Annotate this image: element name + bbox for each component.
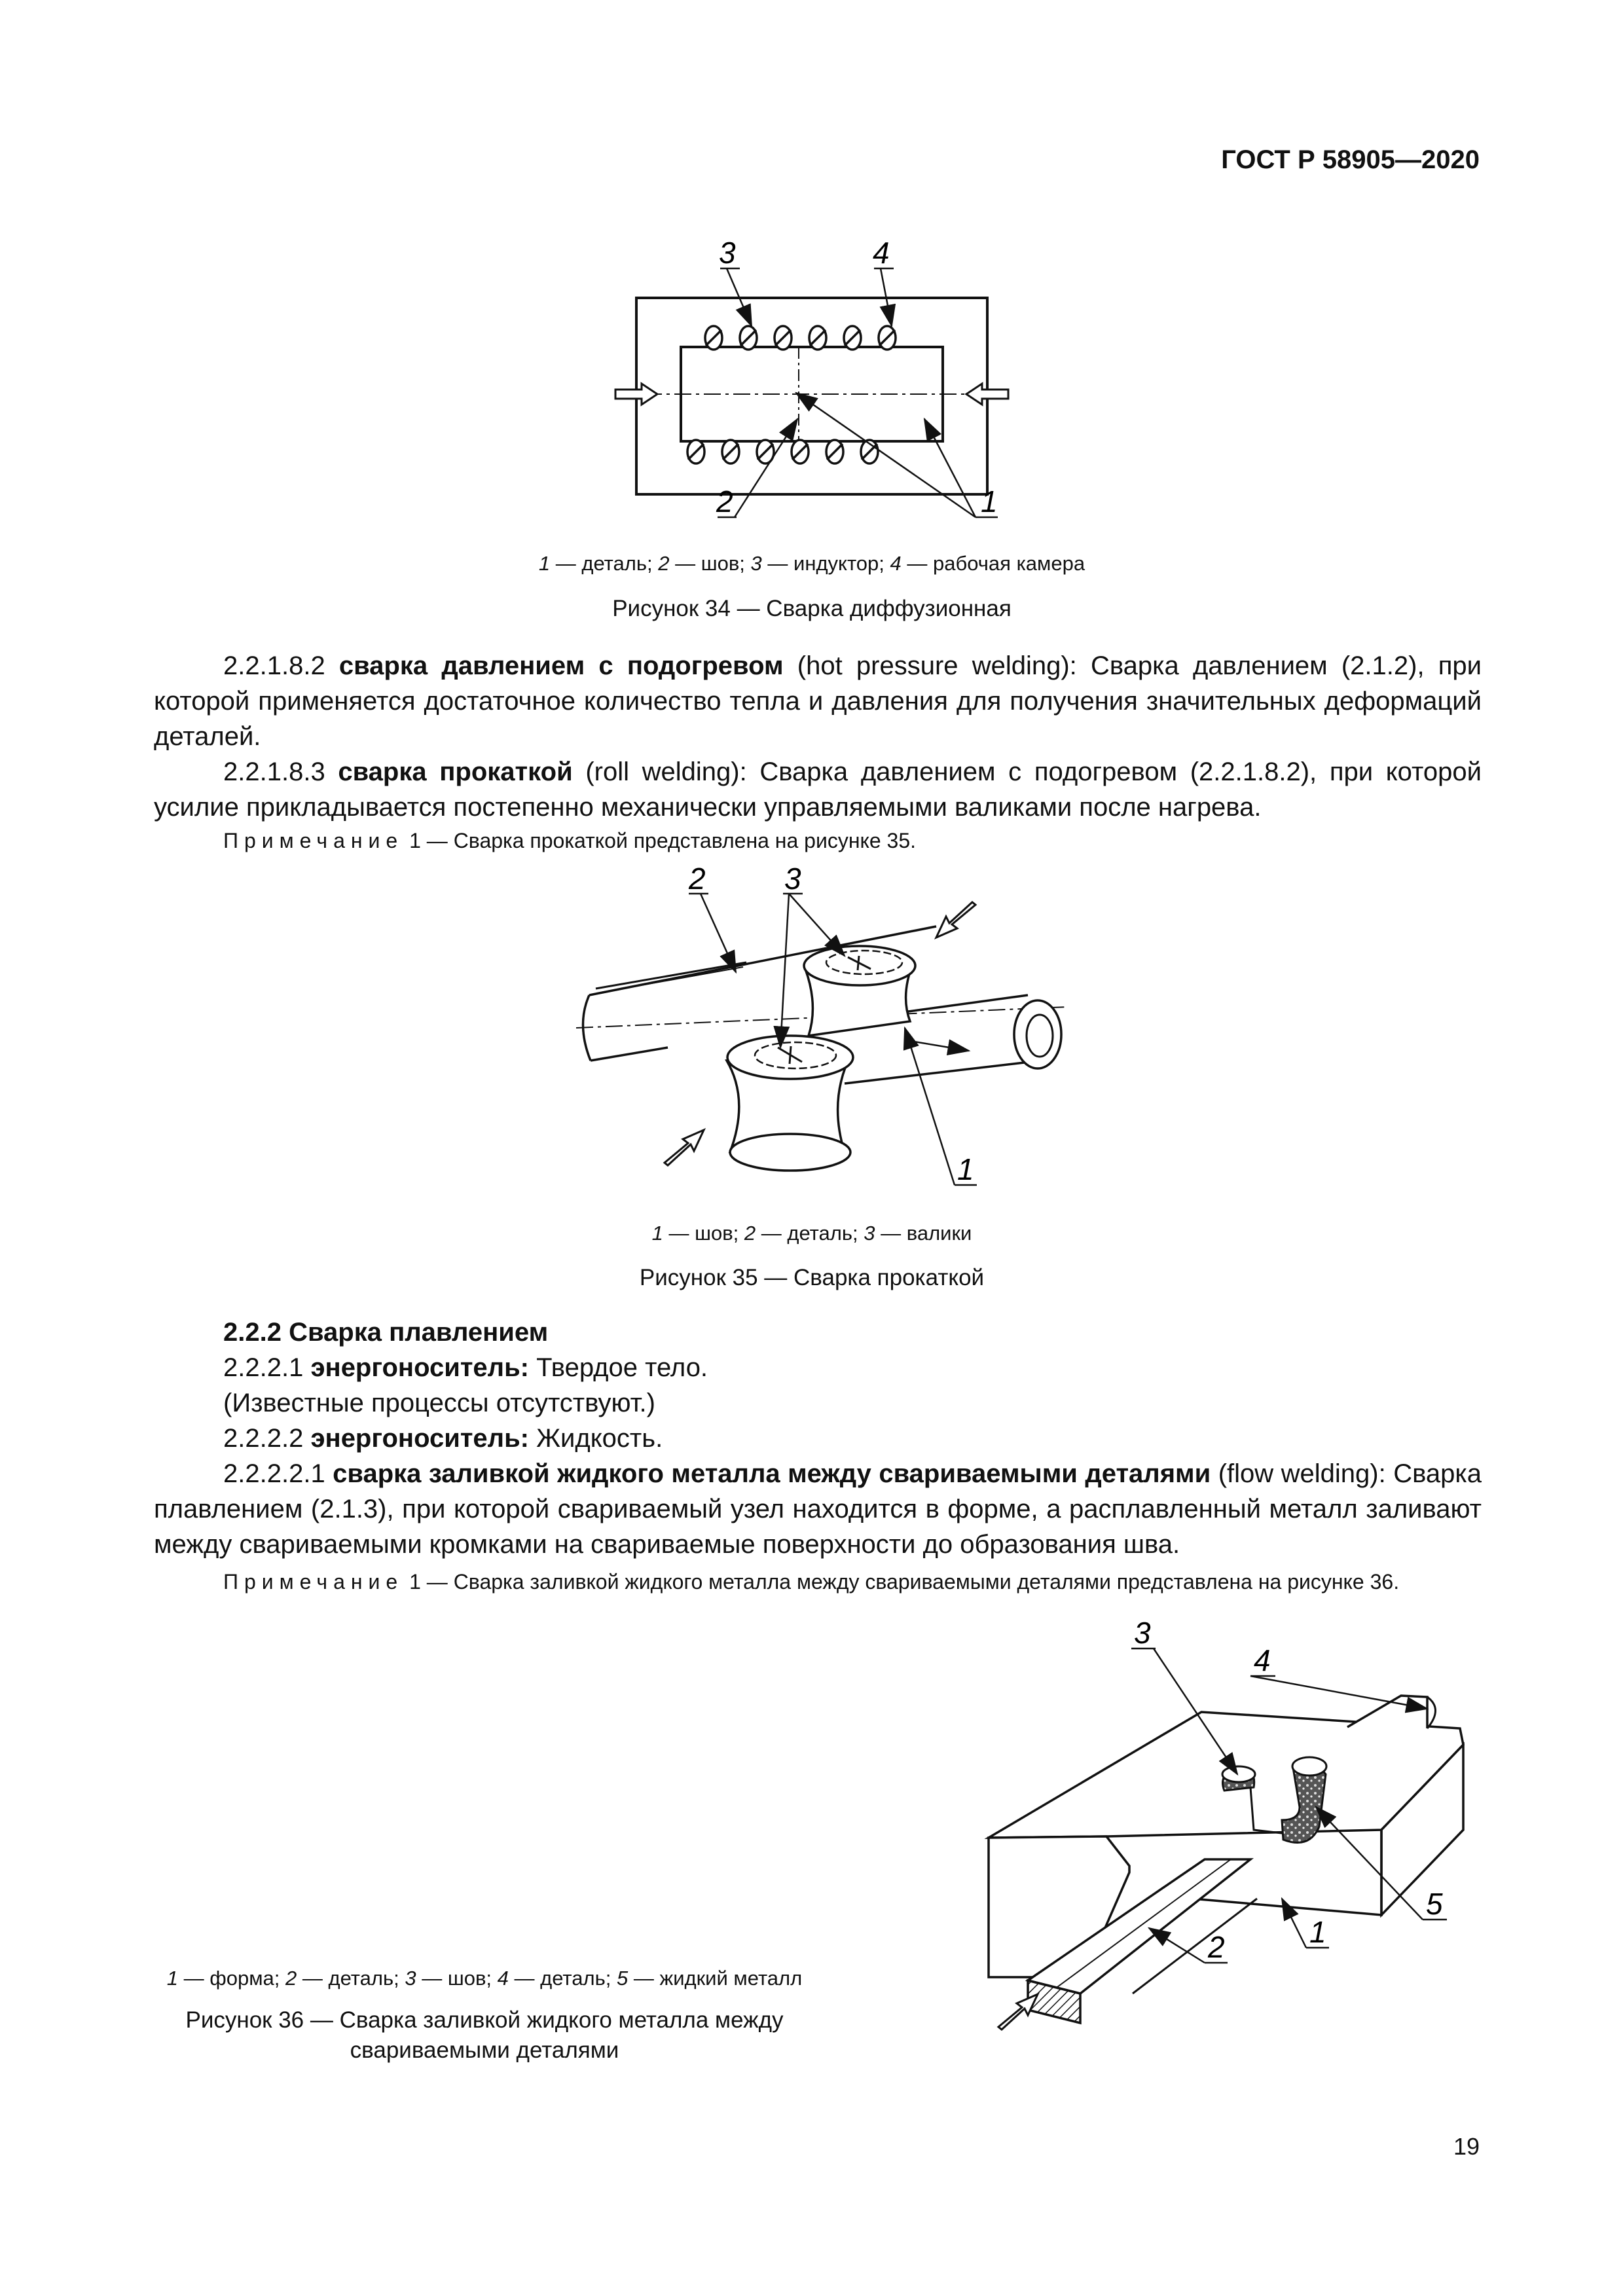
fig34-label-2: 2 [716, 484, 733, 519]
p-2-2-2-2-text: Жидкость. [529, 1424, 663, 1453]
figure-34-caption: Рисунок 34 — Сварка диффузионная [612, 596, 1012, 621]
section-2-2-2-title: 2.2.2 Сварка плавлением [223, 1318, 549, 1347]
fig34-label-4: 4 [873, 236, 890, 270]
fig35-label-3: 3 [784, 862, 801, 896]
figure-35-caption: Рисунок 35 — Сварка прокаткой [639, 1265, 985, 1290]
fig34-legend-text-2: — шов; [669, 552, 751, 575]
p-2-2-2-2-1-text: (flow welding): Сварка плавлением (2.1.3), при которой свариваемый узел находится в форме, а расплавленный металл заливают между свариваемыми кромками на свариваемые поверхности до образования шва. [154, 1459, 1482, 1559]
note-figure-35 [154, 826, 1482, 855]
fig36-label-4: 4 [1254, 1643, 1271, 1677]
p-2-2-2-2-number: 2.2.2.2 [223, 1424, 311, 1453]
figure-34-diffusion-welding-drawing [589, 229, 1034, 537]
p-2-2-2-2-term: энергоноситель: [310, 1424, 529, 1453]
note35-text: 1 — Сварка прокаткой представлена на рисунке 35. [403, 829, 917, 852]
fig35-legend-num-2: 2 [744, 1222, 756, 1245]
figure-35-legend [393, 1222, 1231, 1245]
fig34-label-3: 3 [719, 236, 736, 270]
fig36-legend-num-2: 2 [285, 1967, 297, 1990]
fig36-legend-text-3: — шов; [416, 1967, 498, 1990]
figure-36-flow-welding-drawing [976, 1611, 1486, 2036]
fig36-label-3: 3 [1134, 1616, 1151, 1650]
p-2-2-2-1-text: Твердое тело. [529, 1353, 708, 1382]
fig34-legend-num-3: 3 [750, 552, 762, 575]
fig34-legend-num-1: 1 [538, 552, 551, 575]
fig36-legend-num-1: 1 [166, 1967, 179, 1990]
fig35-legend-text-2: — деталь; [756, 1222, 864, 1245]
fig36-legend-num-3: 3 [405, 1967, 416, 1990]
p-2-2-1-8-3-number: 2.2.1.8.3 [223, 757, 338, 786]
page-number: 19 [1453, 2133, 1480, 2160]
paragraph-known-processes: (Известные процессы отсутствуют.) [223, 1389, 655, 1417]
fig35-legend-text-1: — шов; [663, 1222, 744, 1245]
section-heading-2-2-2 [223, 1315, 548, 1350]
p-2-2-2-2-1-term: сварка заливкой жидкого металла между свариваемыми деталями [333, 1459, 1211, 1488]
note-figure-36 [154, 1567, 1482, 1596]
paragraph-2-2-2-1 [223, 1350, 708, 1385]
figure-36-caption-line-2: свариваемыми деталями [350, 2037, 619, 2063]
fig35-legend-num-3: 3 [864, 1222, 875, 1245]
fig35-legend-text-3: — валики [875, 1222, 972, 1245]
figure-35-roll-welding-drawing [570, 864, 1067, 1205]
figure-36-legend [131, 1967, 838, 1990]
fig35-legend-num-1: 1 [651, 1222, 663, 1245]
fig35-label-2: 2 [689, 862, 706, 896]
fig35-label-1: 1 [957, 1152, 974, 1186]
fig34-label-1: 1 [981, 484, 998, 519]
fig36-label-1: 1 [1309, 1915, 1326, 1949]
paragraph-2-2-1-8-2 [154, 648, 1482, 754]
p-2-2-1-8-2-number: 2.2.1.8.2 [223, 651, 339, 680]
fig36-legend-text-5: — жидкий металл [628, 1967, 803, 1990]
p-2-2-2-1-number: 2.2.2.1 [223, 1353, 311, 1382]
fig34-legend-num-2: 2 [658, 552, 670, 575]
note36-word: Примечание [223, 1570, 404, 1594]
fig34-legend-text-4: — рабочая камера [901, 552, 1085, 575]
document-header-standard-id: ГОСТ Р 58905—2020 [1221, 145, 1480, 174]
paragraph-2-2-1-8-3 [154, 754, 1482, 825]
fig34-legend-text-1: — деталь; [550, 552, 659, 575]
p-2-2-1-8-2-text: (hot pressure welding): Сварка давлением (2.1.2), при которой применяется достаточное количество тепла и давления для получения значительных деформаций деталей. [154, 651, 1482, 751]
fig34-legend-num-4: 4 [890, 552, 902, 575]
fig36-legend-num-4: 4 [497, 1967, 509, 1990]
paragraph-2-2-2-2 [223, 1421, 663, 1456]
fig36-legend-num-5: 5 [617, 1967, 629, 1990]
figure-34-legend [393, 552, 1231, 575]
p-2-2-1-8-2-term: сварка давлением с подогревом [338, 651, 784, 680]
note35-word: Примечание [223, 829, 404, 852]
paragraph-2-2-2-2-1 [154, 1456, 1482, 1562]
fig36-legend-text-2: — деталь; [297, 1967, 405, 1990]
note36-text: 1 — Сварка заливкой жидкого металла между свариваемыми деталями представлена на рисунке 36. [403, 1570, 1400, 1594]
p-2-2-1-8-3-term: сварка прокаткой [338, 757, 573, 786]
fig36-label-2: 2 [1208, 1930, 1225, 1964]
fig36-legend-text-1: — форма; [178, 1967, 286, 1990]
figure-36-caption-line-1: Рисунок 36 — Сварка заливкой жидкого металла между [185, 2007, 784, 2033]
p-2-2-2-2-1-number: 2.2.2.2.1 [223, 1459, 333, 1488]
fig36-label-5: 5 [1426, 1887, 1443, 1921]
p-2-2-1-8-3-text: (roll welding): Сварка давлением с подогревом (2.2.1.8.2), при которой усилие прикладывается постепенно механически управляемыми валиками после нагрева. [154, 757, 1482, 822]
fig36-legend-text-4: — деталь; [508, 1967, 617, 1990]
p-2-2-2-1-term: энергоноситель: [310, 1353, 529, 1382]
fig34-legend-text-3: — индуктор; [761, 552, 890, 575]
